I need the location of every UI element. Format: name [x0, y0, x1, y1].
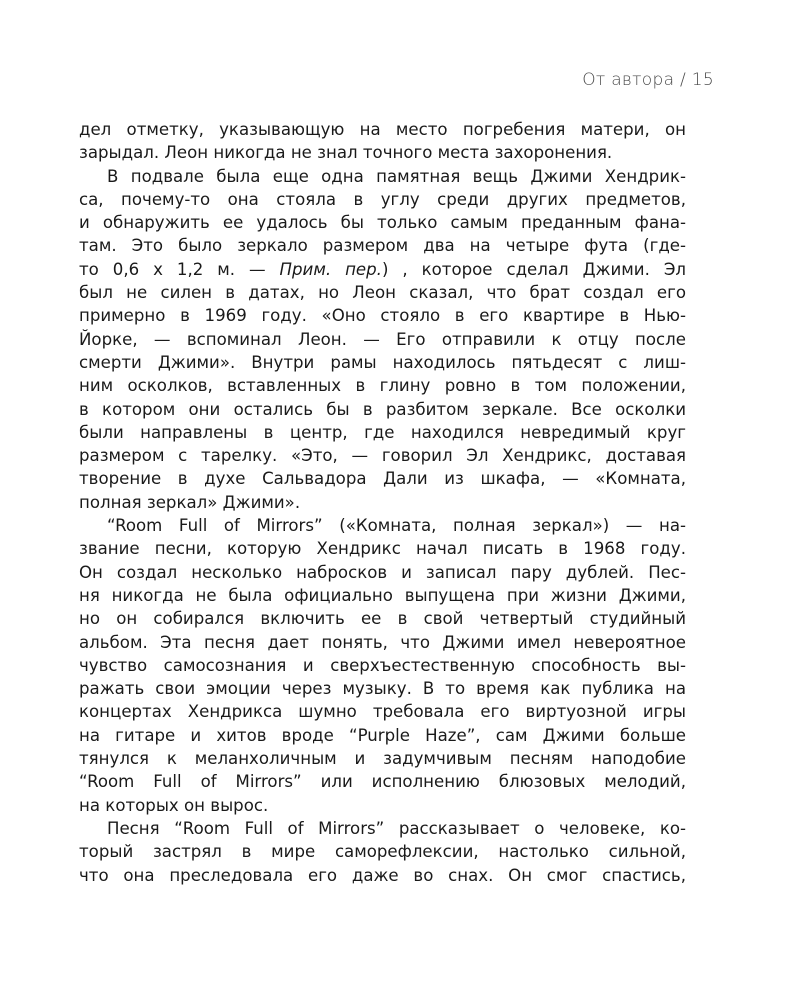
text-line: размером с тарелку. «Это, — говорил Эл Хендрикс, доставая — [79, 446, 686, 466]
text-line: зарыдал. Леон никогда не знал точного места захоронения. — [79, 143, 613, 163]
text-line: концертах Хендрикса шумно требовала его виртуозной игры — [79, 702, 686, 722]
text-line-segment: ) , которое сделал Джими. Эл — [381, 259, 687, 279]
text-line: на гитаре и хитов вроде “Purple Haze”, сам Джими больше — [79, 725, 686, 745]
text-line: Он создал несколько набросков и записал пару дублей. Пес- — [79, 562, 686, 582]
text-line: смерти Джими». Внутри рамы находилось пятьдесят с лиш- — [79, 352, 686, 372]
text-line: но он собирался включить ее в свой четвертый студийный — [79, 609, 686, 629]
translator-note: Прим. пер. — [279, 259, 382, 279]
text-line: полная зеркал» Джими». — [79, 492, 301, 512]
text-line: на которых он вырос. — [79, 795, 269, 815]
body-text — [79, 118, 686, 887]
text-line: был не силен в датах, но Леон сказал, что брат создал его — [79, 283, 686, 303]
text-line: чувство самосознания и сверхъестественную способность вы- — [79, 655, 686, 675]
text-line: Песня “Room Full of Mirrors” рассказывает о человеке, ко- — [107, 818, 686, 838]
text-line: торый застрял в мире саморефлексии, настолько сильной, — [79, 842, 686, 862]
text-line: “Room Full of Mirrors” или исполнению блюзовых мелодий, — [79, 772, 686, 792]
text-line: и обнаружить ее удалось бы только самым преданным фана- — [79, 213, 686, 233]
text-line: там. Это было зеркало размером два на четыре фута (где- — [79, 236, 686, 256]
text-line: примерно в 1969 году. «Оно стояло в его квартире в Нью- — [79, 306, 686, 326]
text-line: ня никогда не была официально выпущена при жизни Джими, — [79, 585, 686, 605]
text-line-segment: то 0,6 х 1,2 м. — — [79, 259, 280, 279]
text-line: са, почему-то она стояла в углу среди других предметов, — [79, 189, 686, 209]
running-head: От автора / 15 — [582, 70, 714, 90]
text-line: ним осколков, вставленных в глину ровно в том положении, — [79, 376, 686, 396]
text-line: альбом. Эта песня дает понять, что Джими имел невероятное — [79, 632, 686, 652]
text-line: дел отметку, указывающую на место погребения матери, он — [79, 120, 686, 139]
text-line: в котором они остались бы в разбитом зеркале. Все осколки — [79, 399, 686, 419]
text-line: были направлены в центр, где находился невредимый круг — [79, 422, 686, 442]
text-line: творение в духе Сальвадора Дали из шкафа, — «Комната, — [79, 469, 686, 489]
text-line: “Room Full of Mirrors” («Комната, полная зеркал») — на- — [107, 516, 686, 536]
text-line: тянулся к меланхоличным и задумчивым песням наподобие — [79, 749, 686, 769]
text-line: что она преследовала его даже во снах. Он смог спастись, — [79, 865, 686, 885]
text-line: звание песни, которую Хендрикс начал писать в 1968 году. — [79, 539, 686, 559]
text-line — [79, 258, 686, 281]
text-line: В подвале была еще одна памятная вещь Джими Хендрик- — [107, 166, 686, 186]
text-line: Йорке, — вспоминал Леон. — Его отправили к отцу после — [79, 329, 686, 349]
text-line: ражать свои эмоции через музыку. В то время как публика на — [79, 679, 686, 699]
